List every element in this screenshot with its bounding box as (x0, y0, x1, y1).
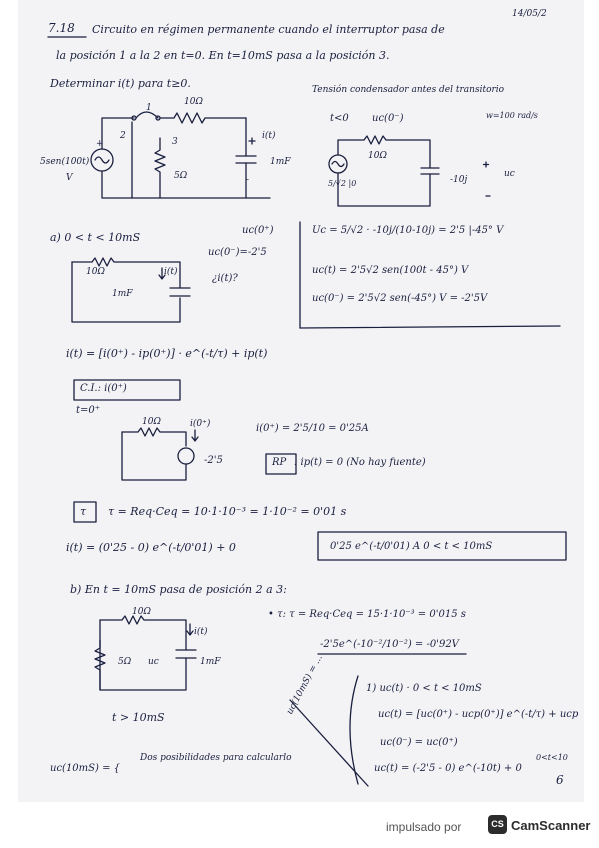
problem-number: 7.18 (48, 21, 75, 35)
part-b-r5-label: 5Ω (118, 657, 132, 667)
t-condition: t<0 (330, 113, 349, 124)
statement-line-2: la posición 1 a la 2 en t=0. En t=10mS pasa a la posición 3. (56, 49, 390, 62)
part-b-item-1: 1) uc(t) · 0 < t < 10mS (366, 683, 482, 694)
part-b-item-2: uc(t) = [uc(0⁺) - ucp(0⁺)] e^(-t/τ) + ucp (378, 709, 579, 720)
switch-pos-1: 1 (146, 103, 152, 113)
it-eq: i(t) = (0'25 - 0) e^(-t/0'01) + 0 (66, 541, 236, 554)
phasor-eq-1: Uc = 5/√2 · -10j/(10-10j) = 2'5 |-45° V (312, 225, 504, 236)
switch-pos-2: 2 (120, 131, 126, 141)
tau-eq: τ = Req·Ceq = 10·1·10⁻³ = 1·10⁻² = 0'01 s (108, 505, 347, 518)
rp-box: RP (272, 457, 287, 468)
i0plus-eq: i(0⁺) = 2'5/10 = 0'25A (256, 423, 369, 434)
phasor-eq-3: uc(0⁻) = 2'5√2 sen(-45°) V = -2'5V (312, 293, 488, 304)
uc-0-minus: uc(0⁻) (372, 113, 404, 124)
part-b-diagonal: uc(10mS) = ... (285, 653, 325, 717)
part-b-two-ways: Dos posibilidades para calcularlo (140, 753, 292, 763)
ci-box-frame (74, 380, 180, 400)
pre-c-label: -10j (450, 175, 468, 185)
main-circuit (91, 112, 270, 198)
source-label: 5sen(100t) (40, 157, 90, 167)
part-a-i-label: i(t) (164, 267, 178, 277)
part-b-c-label: 1mF (200, 657, 221, 667)
part-b-uc-label: uc (148, 657, 159, 667)
ci-box: C.I.: i(0⁺) (80, 383, 127, 394)
pre-uc-label: uc (504, 169, 515, 179)
part-a-circuit (72, 258, 190, 322)
camscanner-logo-icon: CS (488, 815, 507, 834)
pre-r-label: 10Ω (368, 151, 387, 161)
phasor-eq-2: uc(t) = 2'5√2 sen(100t - 45°) V (312, 265, 469, 276)
part-b-circuit (95, 616, 196, 690)
part-b-title: b) En t = 10mS pasa de posición 2 a 3: (70, 583, 287, 596)
statement-line-3: Determinar i(t) para t≥0. (50, 77, 191, 90)
main-i-label: i(t) (262, 131, 276, 141)
part-a-result: 0'25 e^(-t/0'01) A 0 < t < 10mS (330, 541, 493, 552)
part-b-range: 0<t<10 (536, 753, 568, 762)
capacitor-main (236, 156, 256, 163)
result-box-frame (318, 532, 566, 560)
ic-r-label: 10Ω (142, 417, 161, 427)
part-b-tau-eq: • τ: τ = Req·Ceq = 15·1·10⁻³ = 0'015 s (268, 609, 466, 620)
main-r5-label: 5Ω (174, 171, 188, 181)
page-number: 6 (556, 773, 564, 787)
initial-condition-circuit (122, 428, 198, 480)
date: 14/05/2 (512, 9, 547, 19)
part-a-title: a) 0 < t < 10mS (50, 231, 141, 244)
t-zero-plus: t=0⁺ (76, 405, 101, 416)
ic-i-label: i(0⁺) (190, 419, 211, 429)
main-c-label: 1mF (270, 157, 291, 167)
switch-arc (136, 112, 158, 118)
source-unit: V (66, 173, 73, 183)
omega: w=100 rad/s (486, 111, 538, 120)
part-a-c-label: 1mF (112, 289, 133, 299)
footer-bar (0, 806, 599, 848)
part-a-uc0plus: uc(0⁺) (242, 225, 274, 236)
tau-box-frame (74, 502, 96, 522)
part-a-r-label: 10Ω (86, 267, 105, 277)
part-b-uc-eval: -2'5e^(-10⁻²/10⁻²) = -0'92V (320, 639, 459, 650)
main-r10-label: 10Ω (184, 97, 203, 107)
divider-horizontal (300, 326, 560, 328)
rp-text: : ip(t) = 0 (No hay fuente) (294, 457, 426, 468)
rp-box-frame (266, 454, 296, 474)
pre-transient-circuit (329, 136, 490, 206)
part-a-uc0minus: uc(0⁻)=-2'5 (208, 247, 267, 258)
diagonal-stroke (290, 700, 368, 786)
switch-pos-3: 3 (172, 137, 178, 147)
part-b-uc10ms: uc(10mS) = { (50, 763, 120, 774)
general-equation: i(t) = [i(0⁺) - ip(0⁺)] · e^(-t/τ) + ip(t) (66, 347, 268, 360)
part-b-item-3: uc(0⁻) = uc(0⁺) (380, 737, 458, 748)
part-b-item-4: uc(t) = (-2'5 - 0) e^(-10t) + 0 (374, 763, 522, 774)
tau-box: τ (80, 505, 87, 518)
ic-v-label: -2'5 (204, 455, 223, 466)
source-plus: + (96, 139, 104, 149)
pre-source-label: 5/√2 |0 (328, 179, 357, 188)
resistor-10 (160, 113, 246, 123)
part-b-r10-label: 10Ω (132, 607, 151, 617)
part-b-i-label: i(t) (194, 627, 208, 637)
statement-line-1: Circuito en régimen permanente cuando el interruptor pasa de (92, 23, 445, 36)
camscanner-brand: CamScanner (511, 818, 591, 833)
pre-transient-title: Tensión condensador antes del transitorio (312, 85, 505, 95)
powered-by-text: impulsado por (386, 820, 462, 834)
part-a-question: ¿i(t)? (212, 273, 238, 284)
part-b-t-label: t > 10mS (112, 711, 165, 724)
cap-minus: - (246, 175, 250, 185)
resistor-5 (155, 138, 165, 198)
